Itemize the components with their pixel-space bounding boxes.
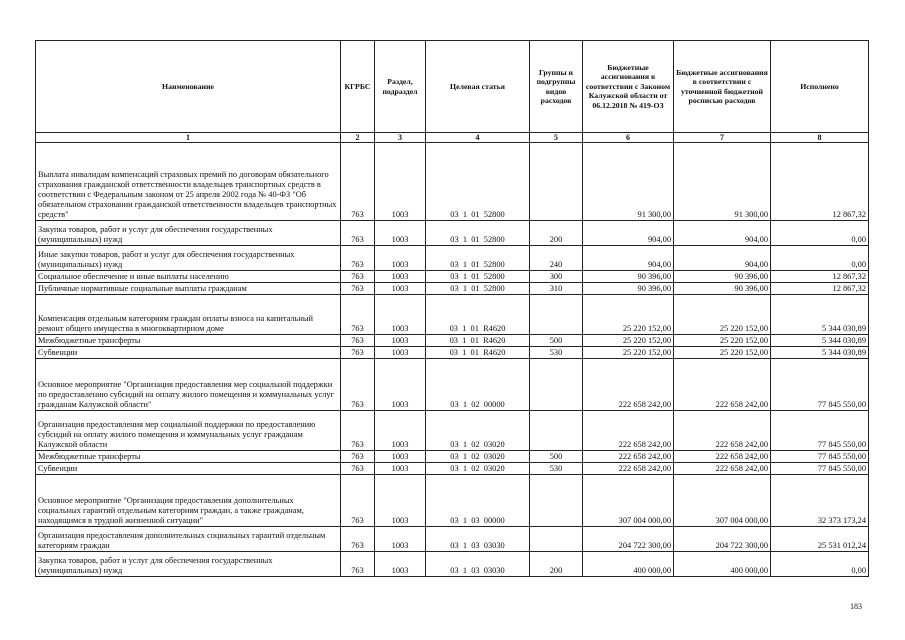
header-kgrbs: КГРБС: [341, 41, 375, 133]
row-section: 1003: [375, 221, 426, 246]
row-name: Межбюджетные трансферты: [36, 335, 341, 347]
table-row: [36, 463, 869, 475]
row-budget-refined: 222 658 242,00: [674, 359, 771, 411]
row-executed: 77 845 550,00: [771, 451, 869, 463]
row-expense-group: [530, 475, 583, 527]
row-executed: 5 344 030,89: [771, 295, 869, 335]
row-executed: 5 344 030,89: [771, 335, 869, 347]
header-expense-group: Группы и подгруппы видов расходов: [530, 41, 583, 133]
row-section: 1003: [375, 527, 426, 552]
table-row: [36, 246, 869, 271]
table-row: [36, 347, 869, 359]
row-expense-group: 500: [530, 451, 583, 463]
row-section: 1003: [375, 246, 426, 271]
row-budget-law: 25 220 152,00: [583, 347, 674, 359]
row-kgrbs: 763: [341, 475, 375, 527]
row-budget-refined: 222 658 242,00: [674, 463, 771, 475]
row-budget-law: 204 722 300,00: [583, 527, 674, 552]
row-section: 1003: [375, 283, 426, 295]
row-name: Субвенции: [36, 463, 341, 475]
row-section: 1003: [375, 335, 426, 347]
row-expense-group: [530, 295, 583, 335]
row-expense-group: 310: [530, 283, 583, 295]
table-row: [36, 335, 869, 347]
row-name: Основное мероприятие "Организация предоставления мер социальной поддержки по предоставлению субсидий на оплату жилого помещения и коммунальных услуг гражданам Калужской области": [36, 359, 341, 411]
row-kgrbs: 763: [341, 359, 375, 411]
row-target-article: 03 1 01 R4620: [426, 295, 530, 335]
row-section: 1003: [375, 271, 426, 283]
row-target-article: 03 1 02 03020: [426, 463, 530, 475]
row-name: Основное мероприятие "Организация предоставления дополнительных социальных гарантий отдельным категориям граждан, а также гражданам, находящимся в трудной жизненной ситуации": [36, 475, 341, 527]
row-kgrbs: 763: [341, 143, 375, 221]
column-number-row: [36, 133, 869, 143]
table-row: [36, 411, 869, 451]
table-row: [36, 283, 869, 295]
row-expense-group: 530: [530, 347, 583, 359]
row-target-article: 03 1 01 52800: [426, 271, 530, 283]
row-target-article: 03 1 01 52800: [426, 246, 530, 271]
row-budget-refined: 904,00: [674, 246, 771, 271]
row-executed: 12 867,32: [771, 143, 869, 221]
row-kgrbs: 763: [341, 552, 375, 577]
row-section: 1003: [375, 359, 426, 411]
row-name: Закупка товаров, работ и услуг для обеспечения государственных (муниципальных) нужд: [36, 552, 341, 577]
row-budget-refined: 904,00: [674, 221, 771, 246]
header-budget-refined: Бюджетные ассигнования в соответствии с уточненной бюджетной росписью расходов: [674, 41, 771, 133]
table-row: [36, 295, 869, 335]
row-target-article: 03 1 01 R4620: [426, 347, 530, 359]
row-expense-group: [530, 527, 583, 552]
column-number: 2: [341, 133, 375, 143]
row-budget-refined: 222 658 242,00: [674, 451, 771, 463]
row-budget-law: 25 220 152,00: [583, 335, 674, 347]
row-section: 1003: [375, 463, 426, 475]
row-section: 1003: [375, 552, 426, 577]
row-budget-refined: 90 396,00: [674, 283, 771, 295]
row-expense-group: 530: [530, 463, 583, 475]
row-budget-refined: 400 000,00: [674, 552, 771, 577]
table-body: [36, 143, 869, 577]
row-budget-refined: 90 396,00: [674, 271, 771, 283]
column-number: 4: [426, 133, 530, 143]
column-number: 6: [583, 133, 674, 143]
row-name: Организация предоставления мер социальной поддержки по предоставлению субсидий на оплату жилого помещения и коммунальных услуг гражданам Калужской области: [36, 411, 341, 451]
row-kgrbs: 763: [341, 295, 375, 335]
row-budget-law: 222 658 242,00: [583, 463, 674, 475]
row-executed: 0,00: [771, 221, 869, 246]
row-name: Компенсация отдельным категориям граждан оплаты взноса на капитальный ремонт общего имущества в многоквартирном доме: [36, 295, 341, 335]
row-section: 1003: [375, 475, 426, 527]
table-row: [36, 475, 869, 527]
row-name: Публичные нормативные социальные выплаты гражданам: [36, 283, 341, 295]
table-row: [36, 451, 869, 463]
row-budget-law: 400 000,00: [583, 552, 674, 577]
row-target-article: 03 1 03 00000: [426, 475, 530, 527]
row-name: Межбюджетные трансферты: [36, 451, 341, 463]
row-expense-group: [530, 143, 583, 221]
row-target-article: 03 1 01 52800: [426, 143, 530, 221]
row-budget-law: 222 658 242,00: [583, 411, 674, 451]
column-number: 7: [674, 133, 771, 143]
header-target-article: Целевая статья: [426, 41, 530, 133]
row-budget-law: 91 300,00: [583, 143, 674, 221]
row-expense-group: 500: [530, 335, 583, 347]
row-kgrbs: 763: [341, 411, 375, 451]
header-name: Наименование: [36, 41, 341, 133]
row-executed: 0,00: [771, 552, 869, 577]
row-target-article: 03 1 03 03030: [426, 527, 530, 552]
budget-table: [35, 40, 869, 577]
row-budget-law: 25 220 152,00: [583, 295, 674, 335]
row-budget-refined: 91 300,00: [674, 143, 771, 221]
row-executed: 12 867,32: [771, 283, 869, 295]
header-executed: Исполнено: [771, 41, 869, 133]
table-row: [36, 552, 869, 577]
row-executed: 77 845 550,00: [771, 359, 869, 411]
row-target-article: 03 1 02 03020: [426, 411, 530, 451]
table-row: [36, 221, 869, 246]
row-section: 1003: [375, 143, 426, 221]
row-kgrbs: 763: [341, 527, 375, 552]
row-kgrbs: 763: [341, 271, 375, 283]
table-row: [36, 143, 869, 221]
table-row: [36, 359, 869, 411]
row-budget-refined: 307 004 000,00: [674, 475, 771, 527]
row-budget-law: 904,00: [583, 221, 674, 246]
header-section: Раздел, подраздел: [375, 41, 426, 133]
row-section: 1003: [375, 295, 426, 335]
row-expense-group: [530, 359, 583, 411]
row-kgrbs: 763: [341, 463, 375, 475]
row-budget-refined: 222 658 242,00: [674, 411, 771, 451]
table-row: [36, 271, 869, 283]
row-executed: 12 867,32: [771, 271, 869, 283]
row-budget-law: 90 396,00: [583, 271, 674, 283]
row-kgrbs: 763: [341, 335, 375, 347]
row-kgrbs: 763: [341, 283, 375, 295]
row-executed: 77 845 550,00: [771, 463, 869, 475]
row-budget-law: 90 396,00: [583, 283, 674, 295]
row-expense-group: 200: [530, 552, 583, 577]
row-budget-refined: 204 722 300,00: [674, 527, 771, 552]
table-row: [36, 527, 869, 552]
row-name: Выплата инвалидам компенсаций страховых премий по договорам обязательного страхования гражданской ответственности владельцев транспортных средств в соответствии с Федеральным законом от 25 апреля 2002 года № 40-ФЗ "Об обязательном страховании гражданской ответственности владельцев транспортных средств": [36, 143, 341, 221]
row-expense-group: 300: [530, 271, 583, 283]
row-name: Социальное обеспечение и иные выплаты населению: [36, 271, 341, 283]
column-number: 1: [36, 133, 341, 143]
row-target-article: 03 1 01 52800: [426, 221, 530, 246]
row-kgrbs: 763: [341, 246, 375, 271]
row-budget-law: 307 004 000,00: [583, 475, 674, 527]
row-executed: 0,00: [771, 246, 869, 271]
page-number: 183: [850, 602, 862, 611]
row-kgrbs: 763: [341, 451, 375, 463]
row-executed: 77 845 550,00: [771, 411, 869, 451]
row-target-article: 03 1 01 52800: [426, 283, 530, 295]
row-target-article: 03 1 02 00000: [426, 359, 530, 411]
row-executed: 25 531 012,24: [771, 527, 869, 552]
row-name: Иные закупки товаров, работ и услуг для обеспечения государственных (муниципальных) нужд: [36, 246, 341, 271]
row-budget-refined: 25 220 152,00: [674, 335, 771, 347]
row-name: Субвенции: [36, 347, 341, 359]
row-name: Закупка товаров, работ и услуг для обеспечения государственных (муниципальных) нужд: [36, 221, 341, 246]
row-section: 1003: [375, 411, 426, 451]
row-budget-law: 904,00: [583, 246, 674, 271]
header-row: [36, 41, 869, 133]
row-expense-group: 200: [530, 221, 583, 246]
row-executed: 5 344 030,89: [771, 347, 869, 359]
row-kgrbs: 763: [341, 221, 375, 246]
column-number: 8: [771, 133, 869, 143]
row-budget-refined: 25 220 152,00: [674, 347, 771, 359]
row-section: 1003: [375, 451, 426, 463]
row-target-article: 03 1 01 R4620: [426, 335, 530, 347]
row-section: 1003: [375, 347, 426, 359]
row-budget-law: 222 658 242,00: [583, 451, 674, 463]
header-budget-law: Бюджетные ассигнования в соответствии с Законом Калужской области от 06.12.2018 № 419-ОЗ: [583, 41, 674, 133]
row-target-article: 03 1 03 03030: [426, 552, 530, 577]
row-name: Организация предоставления дополнительных социальных гарантий отдельным категориям граждан: [36, 527, 341, 552]
row-kgrbs: 763: [341, 347, 375, 359]
row-budget-law: 222 658 242,00: [583, 359, 674, 411]
row-expense-group: 240: [530, 246, 583, 271]
column-number: 5: [530, 133, 583, 143]
row-executed: 32 373 173,24: [771, 475, 869, 527]
row-target-article: 03 1 02 03020: [426, 451, 530, 463]
column-number: 3: [375, 133, 426, 143]
row-budget-refined: 25 220 152,00: [674, 295, 771, 335]
row-expense-group: [530, 411, 583, 451]
